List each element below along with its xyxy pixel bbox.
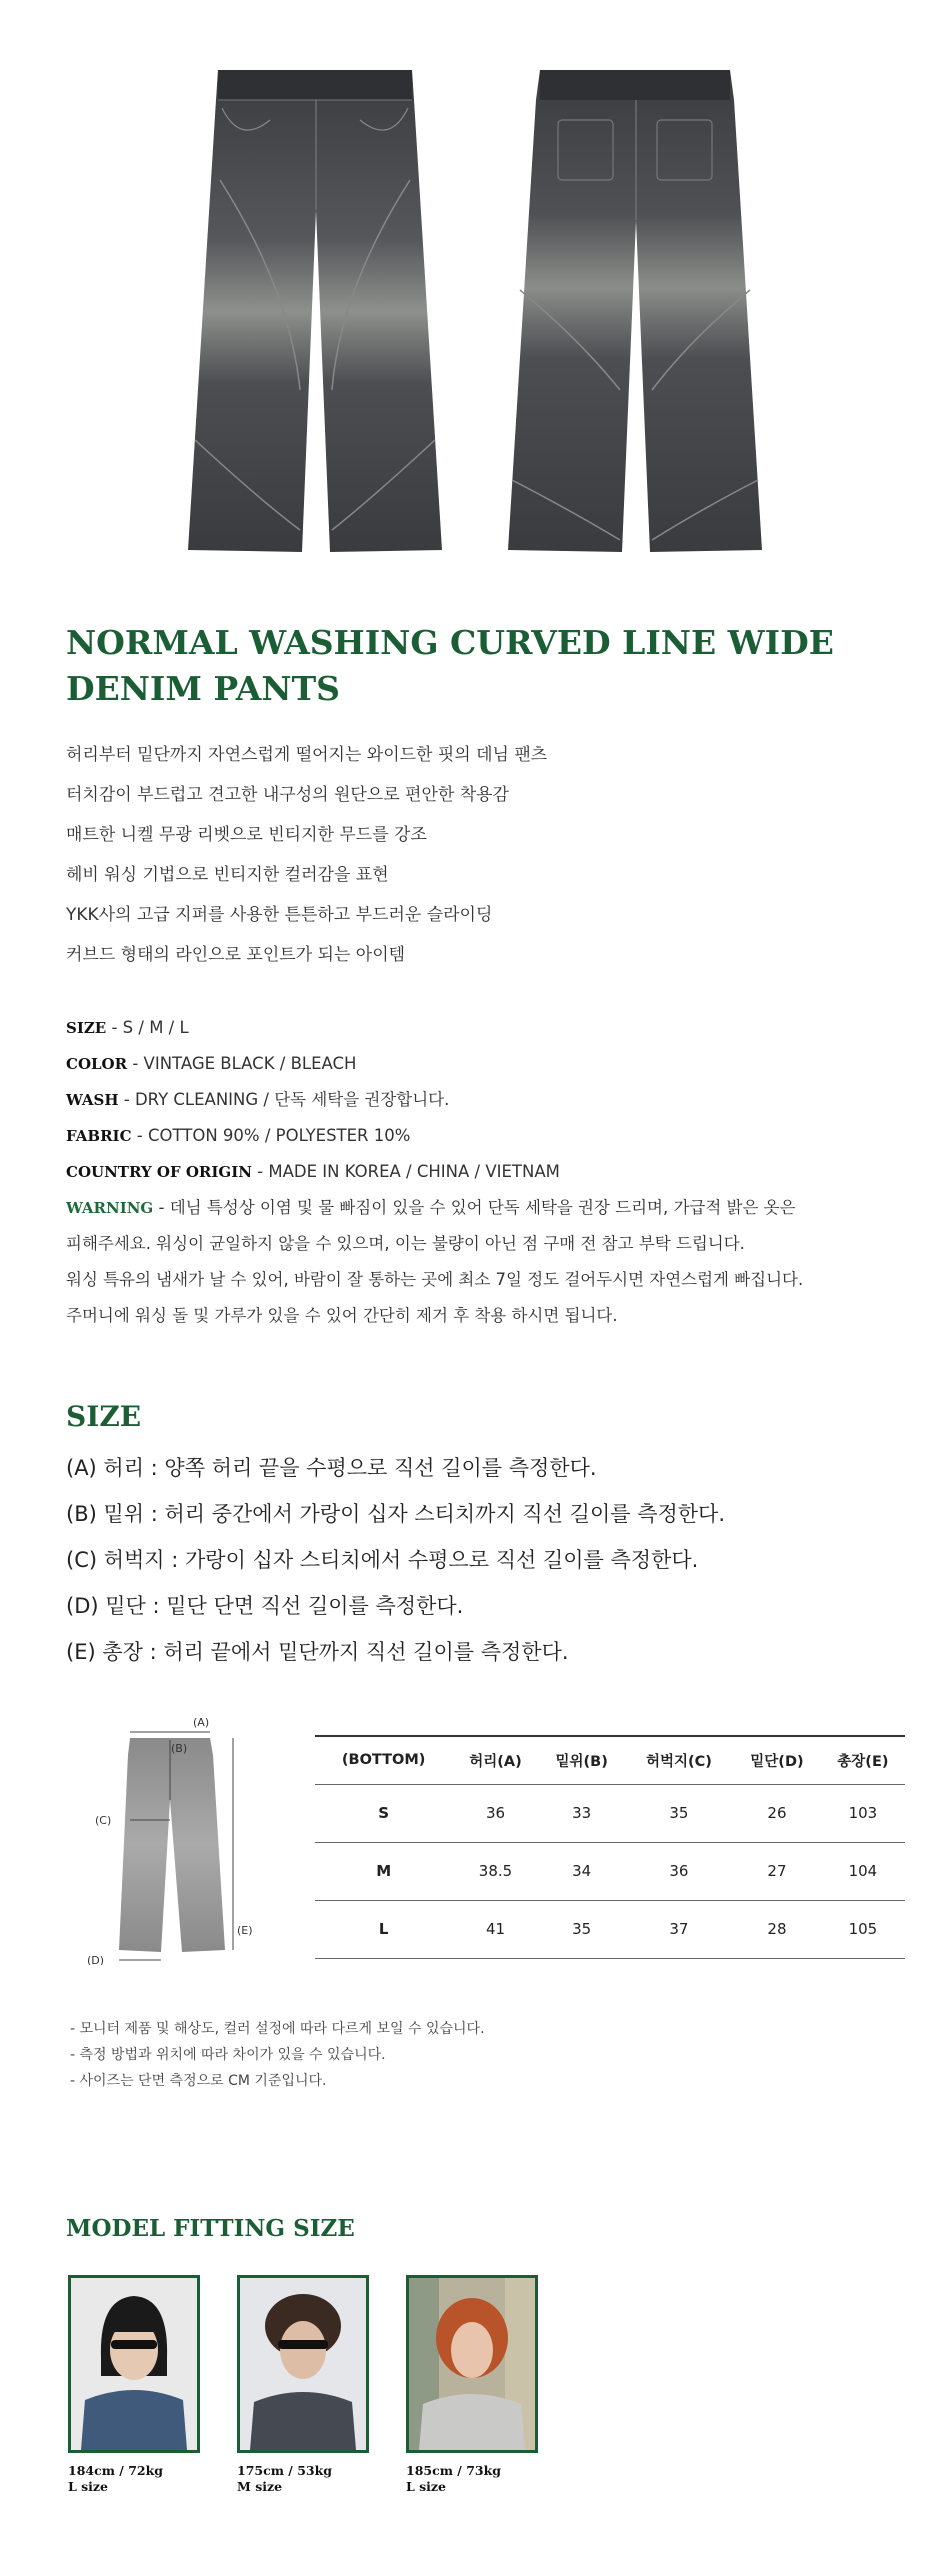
description-line: 터치감이 부드럽고 견고한 내구성의 원단으로 편안한 착용감	[66, 785, 509, 805]
back-pants-photo	[500, 60, 770, 570]
spec-color	[66, 1046, 946, 1082]
table-cell: 28	[733, 1900, 821, 1958]
product-specs	[66, 1010, 946, 1334]
front-pants-photo	[180, 60, 450, 570]
spec-key: WASH	[66, 1091, 119, 1109]
model-stats: 185cm / 73kg	[406, 2463, 501, 2478]
measurement-diagram	[85, 1710, 285, 1965]
description-line: 허리부터 밑단까지 자연스럽게 떨어지는 와이드한 핏의 데님 팬츠	[66, 745, 548, 765]
diagram-label-b: (B)	[171, 1742, 188, 1755]
measurement-line: (C) 허벅지 : 가랑이 십자 스티치에서 수평으로 직선 길이를 측정한다.	[66, 1548, 699, 1572]
model-size: L size	[68, 2479, 108, 2494]
product-description	[66, 735, 926, 975]
table-header-row	[315, 1736, 905, 1784]
table-header: (BOTTOM)	[315, 1736, 452, 1784]
table-cell: 105	[821, 1900, 905, 1958]
model-photo	[406, 2275, 538, 2453]
table-cell: 103	[821, 1784, 905, 1842]
table-cell: L	[315, 1900, 452, 1958]
table-row	[315, 1784, 905, 1842]
note-line: - 모니터 제품 및 해상도, 컬러 설정에 따라 다르게 보일 수 있습니다.	[70, 2021, 485, 2037]
spec-key: COUNTRY OF ORIGIN	[66, 1163, 252, 1181]
spec-value: - COTTON 90% / POLYESTER 10%	[131, 1126, 411, 1145]
note-line: - 측정 방법과 위치에 따라 차이가 있을 수 있습니다.	[70, 2047, 386, 2063]
table-cell: 37	[625, 1900, 733, 1958]
spec-key: FABRIC	[66, 1127, 132, 1145]
product-title: NORMAL WASHING CURVED LINE WIDE DENIM PANTS	[66, 623, 834, 708]
model-size: M size	[237, 2479, 283, 2494]
spec-value: - VINTAGE BLACK / BLEACH	[127, 1054, 357, 1073]
model-stats: 184cm / 72kg	[68, 2463, 163, 2478]
description-line: 커브드 형태의 라인으로 포인트가 되는 아이템	[66, 945, 406, 965]
spec-value: - S / M / L	[106, 1018, 189, 1037]
table-cell: M	[315, 1842, 452, 1900]
table-cell: 26	[733, 1784, 821, 1842]
table-row	[315, 1900, 905, 1958]
table-row	[315, 1842, 905, 1900]
table-cell: 35	[539, 1900, 625, 1958]
model-card	[68, 2275, 200, 2495]
table-header: 허벅지(C)	[625, 1736, 733, 1784]
spec-key: WARNING	[66, 1199, 154, 1217]
description-line: YKK사의 고급 지퍼를 사용한 튼튼하고 부드러운 슬라이딩	[66, 905, 493, 925]
table-cell: 36	[625, 1842, 733, 1900]
spec-key: SIZE	[66, 1019, 107, 1037]
size-section-title: SIZE	[66, 1400, 142, 1433]
table-cell: 35	[625, 1784, 733, 1842]
table-header: 밑위(B)	[539, 1736, 625, 1784]
spec-warning	[66, 1190, 946, 1226]
diagram-label-d: (D)	[87, 1954, 105, 1965]
model-photo	[68, 2275, 200, 2453]
table-cell: 27	[733, 1842, 821, 1900]
table-cell: 104	[821, 1842, 905, 1900]
warning-line: 주머니에 워싱 돌 및 가루가 있을 수 있어 간단히 제거 후 착용 하시면 됩니다.	[66, 1306, 618, 1325]
spec-value: - 데님 특성상 이염 및 물 빠짐이 있을 수 있어 단독 세탁을 권장 드리며, 가급적 밝은 옷은	[153, 1198, 796, 1217]
table-cell: 33	[539, 1784, 625, 1842]
diagram-label-c: (C)	[95, 1814, 112, 1827]
description-line: 매트한 니켈 무광 리벳으로 빈티지한 무드를 강조	[66, 825, 427, 845]
model-card	[406, 2275, 538, 2495]
note-line: - 사이즈는 단면 측정으로 CM 기준입니다.	[70, 2073, 327, 2089]
spec-wash	[66, 1082, 946, 1118]
table-cell: 38.5	[452, 1842, 538, 1900]
table-header: 총장(E)	[821, 1736, 905, 1784]
model-photo	[237, 2275, 369, 2453]
measurement-line: (A) 허리 : 양쪽 허리 끝을 수평으로 직선 길이를 측정한다.	[66, 1456, 597, 1480]
diagram-label-a: (A)	[193, 1716, 210, 1729]
table-header: 밑단(D)	[733, 1736, 821, 1784]
warning-line: 피해주세요. 워싱이 균일하지 않을 수 있으며, 이는 불량이 아닌 점 구매 전 참고 부탁 드립니다.	[66, 1234, 745, 1253]
measurement-line: (E) 총장 : 허리 끝에서 밑단까지 직선 길이를 측정한다.	[66, 1640, 569, 1664]
table-cell: 36	[452, 1784, 538, 1842]
table-cell: 34	[539, 1842, 625, 1900]
measurement-line: (B) 밑위 : 허리 중간에서 가랑이 십자 스티치까지 직선 길이를 측정한다.	[66, 1502, 726, 1526]
diagram-label-e: (E)	[237, 1924, 253, 1937]
spec-value: - MADE IN KOREA / CHINA / VIETNAM	[251, 1162, 560, 1181]
warning-line: 워싱 특유의 냄새가 날 수 있어, 바람이 잘 통하는 곳에 최소 7일 정도 걸어두시면 자연스럽게 빠집니다.	[66, 1270, 804, 1289]
spec-key: COLOR	[66, 1055, 128, 1073]
model-fitting-title: MODEL FITTING SIZE	[66, 2215, 355, 2242]
table-cell: 41	[452, 1900, 538, 1958]
measurement-line: (D) 밑단 : 밑단 단면 직선 길이를 측정한다.	[66, 1594, 464, 1618]
model-size: L size	[406, 2479, 446, 2494]
model-card	[237, 2275, 369, 2495]
spec-fabric	[66, 1118, 946, 1154]
description-line: 헤비 워싱 기법으로 빈티지한 컬러감을 표현	[66, 865, 389, 885]
size-notes	[70, 2016, 485, 2094]
measurement-guide	[66, 1445, 946, 1675]
spec-value: - DRY CLEANING / 단독 세탁을 권장합니다.	[118, 1090, 450, 1109]
table-header: 허리(A)	[452, 1736, 538, 1784]
table-cell: S	[315, 1784, 452, 1842]
size-table	[315, 1735, 905, 1959]
spec-size	[66, 1010, 946, 1046]
model-stats: 175cm / 53kg	[237, 2463, 332, 2478]
spec-origin	[66, 1154, 946, 1190]
